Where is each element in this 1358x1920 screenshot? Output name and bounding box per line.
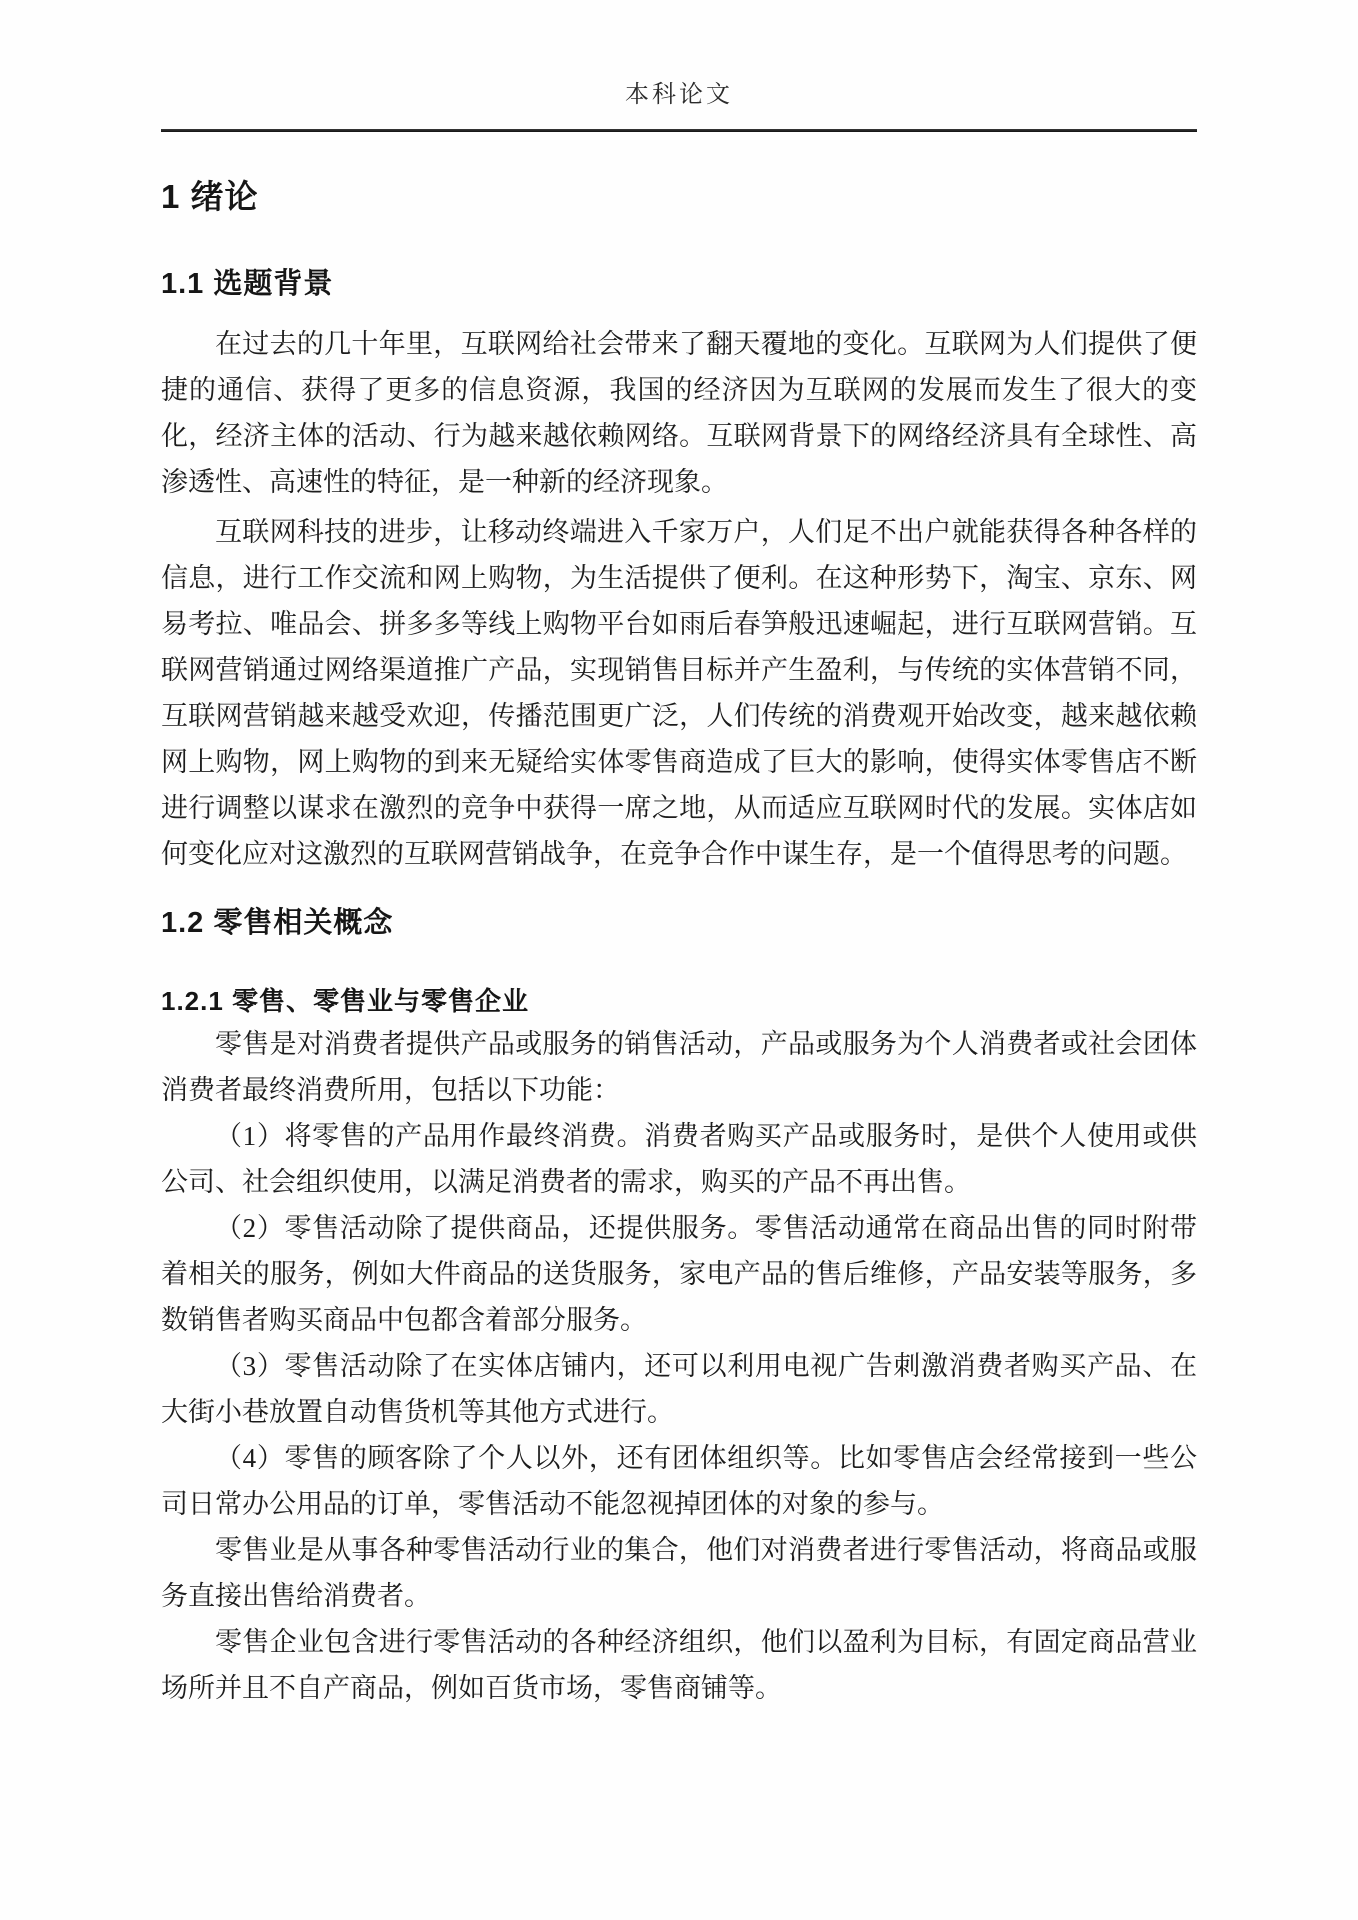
paragraph-retail-point-2: （2）零售活动除了提供商品，还提供服务。零售活动通常在商品出售的同时附带着相关的服务，例如大件商品的送货服务，家电产品的售后维修，产品安装等服务，多数销售者购买商品中包都含着部分服务。 [161,1213,1197,1335]
paragraph-background-1: 在过去的几十年里，互联网给社会带来了翻天覆地的变化。互联网为人们提供了便捷的通信、获得了更多的信息资源，我国的经济因为互联网的发展而发生了很大的变化，经济主体的活动、行为越来越依赖网络。互联网背景下的网络经济具有全球性、高渗透性、高速性的特征，是一种新的经济现象。 [161,329,1197,497]
paragraph-retail-point-4: （4）零售的顾客除了个人以外，还有团体组织等。比如零售店会经常接到一些公司日常办公用品的订单，零售活动不能忽视掉团体的对象的参与。 [161,1443,1197,1519]
paragraph-retail-point-3: （3）零售活动除了在实体店铺内，还可以利用电视广告刺激消费者购买产品、在大街小巷放置自动售货机等其他方式进行。 [161,1351,1197,1427]
section-1-2-heading: 1.2 零售相关概念 [161,907,394,939]
chapter-1-heading: 1 绪论 [161,178,259,215]
section-1-2-1-heading: 1.2.1 零售、零售业与零售企业 [161,986,530,1016]
page-header [161,0,1197,132]
paragraph-background-2: 互联网科技的进步，让移动终端进入千家万户，人们足不出户就能获得各种各样的信息，进行工作交流和网上购物，为生活提供了便利。在这种形势下，淘宝、京东、网易考拉、唯品会、拼多多等线上购物平台如雨后春笋般迅速崛起，进行互联网营销。互联网营销通过网络渠道推广产品，实现销售目标并产生盈利，与传统的实体营销不同，互联网营销越来越受欢迎，传播范围更广泛，人们传统的消费观开始改变，越来越依赖网上购物，网上购物的到来无疑给实体零售商造成了巨大的影响，使得实体零售店不断进行调整以谋求在激烈的竞争中获得一席之地，从而适应互联网时代的发展。实体店如何变化应对这激烈的互联网营销战争，在竞争合作中谋生存，是一个值得思考的问题。 [161,517,1197,869]
paragraph-retail-intro: 零售是对消费者提供产品或服务的销售活动，产品或服务为个人消费者或社会团体消费者最终消费所用，包括以下功能： [161,1029,1197,1105]
section-1-1-heading: 1.1 选题背景 [161,268,334,300]
header-rule [161,129,1197,132]
paragraph-retail-enterprise: 零售企业包含进行零售活动的各种经济组织，他们以盈利为目标，有固定商品营业场所并且不自产商品，例如百货市场，零售商铺等。 [161,1627,1197,1703]
running-header-title: 本科论文 [625,82,733,108]
paragraph-retail-industry: 零售业是从事各种零售活动行业的集合，他们对消费者进行零售活动，将商品或服务直接出售给消费者。 [161,1535,1197,1611]
document-content [161,176,1197,1711]
paragraph-retail-point-1: （1）将零售的产品用作最终消费。消费者购买产品或服务时，是供个人使用或供公司、社会组织使用，以满足消费者的需求，购买的产品不再出售。 [161,1121,1197,1197]
